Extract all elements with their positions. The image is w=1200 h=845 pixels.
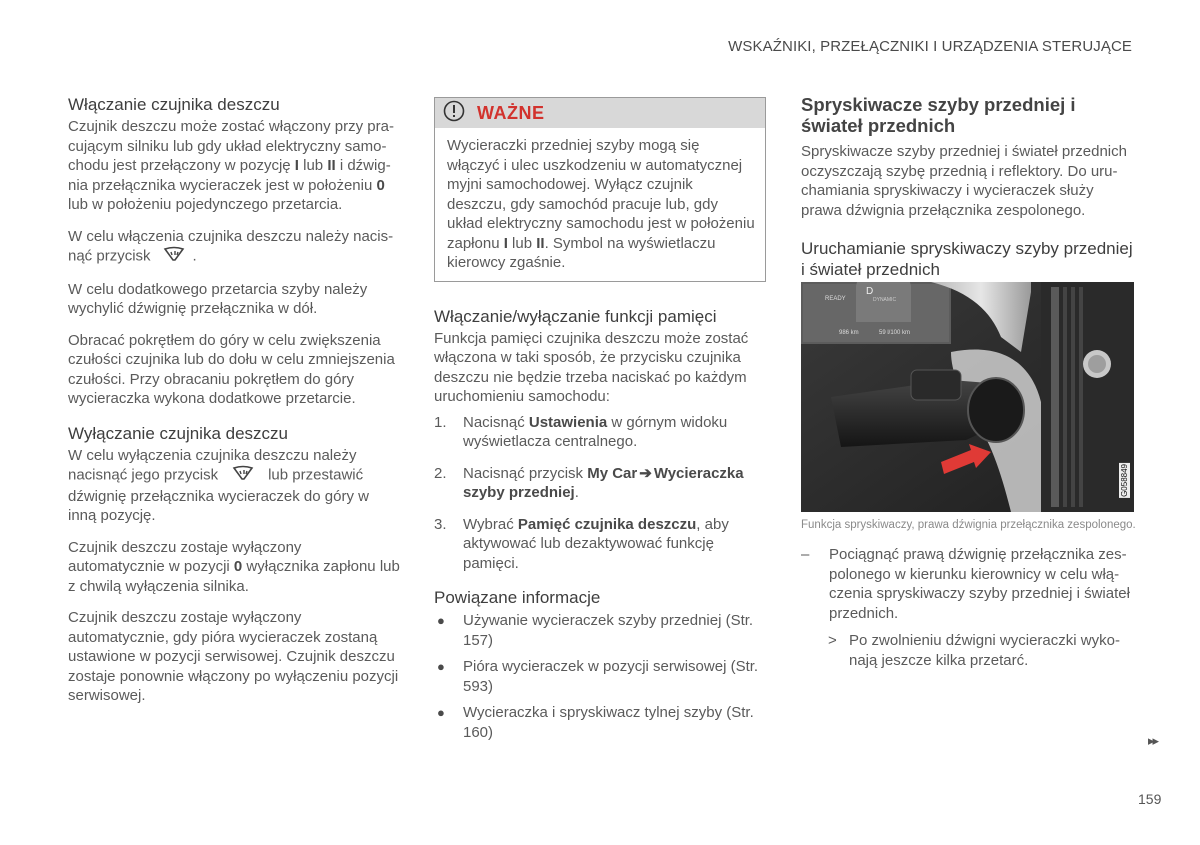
- arrow-right-icon: ➔: [639, 464, 652, 482]
- related-list: [434, 611, 766, 742]
- warning-text: Wycieraczki przedniej szyby mogą się włączyć i ulec uszkodzeniu w automatycznej myjni samochodowej. Wyłącz czujnik deszczu, gdy samochód pracuje lub, gdy układ elektryczny samochodu jest w położeniu zapłonu I lub II. Symbol na wyświetlaczu kierowcy zgaśnie.: [447, 137, 755, 271]
- result-item: > Po zwolnieniu dźwigni wycieraczki wykonają jeszcze kilka przetarć.: [828, 632, 1120, 669]
- paragraph: W celu dodatkowego przetarcia szyby należy wychylić dźwignię przełącznika w dół.: [68, 280, 368, 317]
- paragraph: Czujnik deszczu może zostać włączony przy pracującym silniku lub gdy układ elektryczny samochodu jest przełączony w pozycję I lub II i dźwignia przełącznika wycieraczek jest w położeniu 0 lub w położeniu pojedynczego przetarcia.: [68, 118, 394, 213]
- section-title-activate-washers: Uruchamianie spryskiwaczy szyby przedniej i świateł przednich: [801, 239, 1133, 279]
- gauge-text-mode: DYNAMIC: [873, 297, 897, 303]
- gauge-text-range: 986 km: [839, 330, 859, 336]
- section-title-related-info: Powiązane informacje: [434, 588, 601, 607]
- paragraph: W celu włączenia czujnika deszczu należy nacisnąć przycisk .: [68, 227, 400, 268]
- steps-list: [434, 413, 766, 574]
- page-number: 159: [1138, 791, 1162, 807]
- warning-title: WAŻNE: [477, 102, 545, 123]
- next-page-arrow-icon[interactable]: ▸▸: [1148, 733, 1158, 748]
- warning-icon: [443, 100, 465, 127]
- section-title-memory-function: Włączanie/wyłączanie funkcji pamięci: [434, 306, 717, 326]
- warning-box: [434, 97, 766, 282]
- column-middle: [434, 97, 766, 749]
- paragraph: Spryskiwacze szyby przedniej i świateł przednich oczyszczają szybę przednią i reflektory. Do uruchamiania spryskiwaczy i wycieraczek służy prawa dźwignia przełącznika zespolonego.: [801, 143, 1127, 219]
- section-title-enable-rain-sensor: Włączanie czujnika deszczu: [68, 95, 280, 114]
- paragraph: W celu wyłączenia czujnika deszczu należy nacisnąć jego przycisk lub przestawić dźwignię przełącznika wycieraczek do góry w inną pozycję.: [68, 446, 369, 524]
- section-title-disable-rain-sensor: Wyłączanie czujnika deszczu: [68, 423, 288, 443]
- list-item: 2. Nacisnąć przycisk My Car ➔ Wycieraczka szyby przedniej.: [434, 464, 744, 501]
- paragraph: Funkcja pamięci czujnika deszczu może zostać włączona w taki sposób, że przycisku czujnika deszczu nie będzie trzeba naciskać po każdym uruchomieniu samochodu:: [434, 329, 749, 405]
- column-right: [801, 94, 1136, 670]
- stalk-illustration: [801, 282, 1134, 512]
- rain-sensor-icon: [232, 465, 254, 487]
- photo-caption: Funkcja spryskiwaczy, prawa dźwignia przełącznika zespolonego.: [801, 519, 1136, 531]
- running-header: WSKAŹNIKI, PRZEŁĄCZNIKI I URZĄDZENIA STERUJĄCE: [728, 38, 1132, 55]
- gauge-text-gear: D: [866, 286, 874, 297]
- photo-wiper-stalk: [801, 282, 1134, 512]
- paragraph: Obracać pokrętłem do góry w celu zwiększenia czułości czujnika lub do dołu w celu zmniejszenia czułości. Przy obracaniu pokrętłem do góry wycieraczka wykona dodatkowe przetarcie.: [68, 331, 395, 407]
- list-item[interactable]: ● Wycieraczka i spryskiwacz tylnej szyby (Str. 160): [437, 704, 754, 741]
- paragraph: Czujnik deszczu zostaje wyłączony automatycznie w pozycji 0 wyłącznika zapłonu lub z chwilą wyłączenia silnika.: [68, 538, 400, 595]
- rain-sensor-icon: [163, 246, 185, 268]
- instruction-item: – Pociągnąć prawą dźwignię przełącznika zespolonego w kierunku kierownicy w celu włączenia spryskiwaczy szyby przedniej i świateł przednich.: [801, 546, 1130, 622]
- list-item: 3. Wybrać Pamięć czujnika deszczu, aby aktywować lub dezaktywować funkcję pamięci.: [434, 515, 729, 572]
- warning-header: [435, 98, 765, 128]
- gauge-text-ready: READY: [825, 296, 846, 302]
- list-item[interactable]: ● Używanie wycieraczek szyby przedniej (Str. 157): [437, 612, 754, 649]
- list-item: 1. Nacisnąć Ustawienia w górnym widoku wyświetlacza centralnego.: [434, 413, 728, 450]
- paragraph: Czujnik deszczu zostaje wyłączony automatycznie, gdy pióra wycieraczek zostaną ustawione w pozycji serwisowej. Czujnik deszczu zostaje ponownie włączony po wyłączeniu pozycji serwisowej.: [68, 609, 399, 704]
- list-item[interactable]: ● Pióra wycieraczek w pozycji serwisowej (Str. 593): [437, 658, 759, 695]
- gauge-text-consumption: 59 l/100 km: [879, 330, 911, 336]
- column-left: [68, 94, 400, 718]
- image-code: G058849: [1120, 464, 1129, 497]
- section-title-washers: Spryskiwacze szyby przedniej i świateł przednich: [801, 94, 1076, 136]
